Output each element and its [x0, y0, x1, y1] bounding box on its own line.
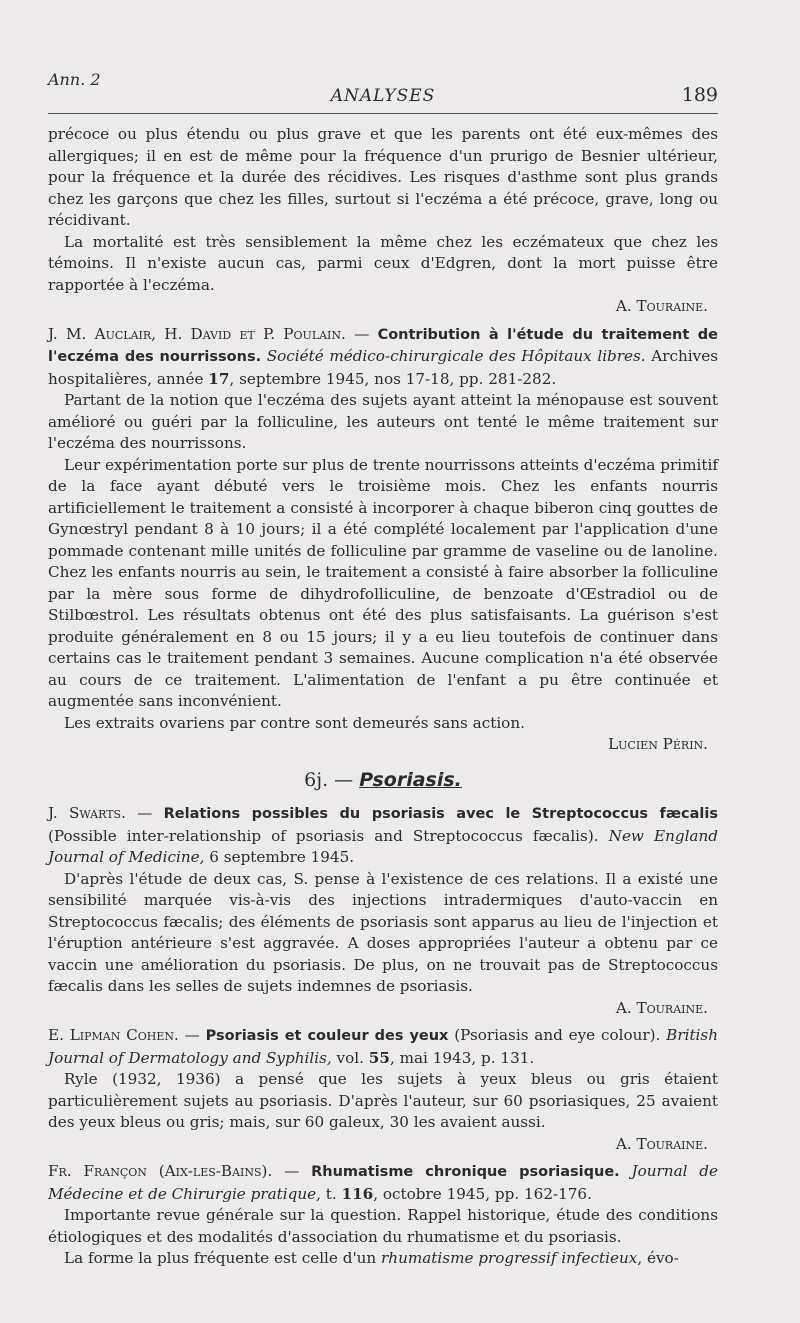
reference-authors: E. Lipman Cohen. —: [48, 1026, 200, 1044]
article-title: Relations possibles du psoriasis avec le Streptococcus fæcalis: [163, 806, 718, 822]
source-text: , septembre 1945, nos 17-18, pp. 281-282.: [229, 369, 557, 388]
reference-authors: J. Swarts. —: [48, 804, 153, 822]
journal-name: British Journal of Dermatology and Syphilis,: [48, 1026, 718, 1067]
header-annotation: Ann. 2: [48, 70, 101, 89]
running-header: [48, 70, 718, 110]
body-paragraph: Partant de la notion que l'eczéma des sujets ayant atteint la ménopause est souvent amélioré ou guéri par la folliculine, les auteurs ont tenté le même traitement sur l'eczéma des nourrissons.: [48, 391, 718, 452]
source-text: Archives hospitalières, année: [48, 347, 719, 388]
paragraph-text: La forme la plus fréquente est celle d'un: [64, 1249, 377, 1267]
section-title: Psoriasis.: [359, 768, 462, 791]
volume-number: 116: [341, 1184, 374, 1203]
journal-name: Journal de Médecine et de Chirurgie pratique,: [48, 1162, 718, 1203]
page-number: 189: [681, 84, 718, 106]
header-rule: [48, 113, 718, 114]
signature-touraine-2: A. Touraine.: [615, 998, 708, 1017]
body-paragraph: [48, 1248, 718, 1270]
source-text: vol.: [336, 1048, 364, 1067]
article-title: Psoriasis et couleur des yeux: [205, 1028, 449, 1044]
journal-name: Société médico-chirurgicale des Hôpitaux libres.: [266, 347, 646, 365]
section-number: 6j. —: [304, 768, 354, 791]
volume-number: 17: [208, 369, 230, 388]
source-text: t.: [325, 1184, 337, 1203]
paragraph-text: , évo-: [637, 1249, 679, 1267]
reference-swarts: [48, 803, 718, 869]
article-title: Rhumatisme chronique psoriasique.: [311, 1164, 620, 1180]
reference-francon: [48, 1161, 718, 1205]
body-paragraph: Importante revue générale sur la question. Rappel historique, étude des conditions étiologiques et des modalités d'association du rhumatisme et du psoriasis.: [48, 1206, 718, 1246]
reference-auclair: [48, 324, 718, 391]
body-paragraph: Leur expérimentation porte sur plus de trente nourrissons atteints d'eczéma primitif de la face ayant débuté vers le troisième mois. Chez les enfants nourris artificiellement le traitement a consisté à incorporer à chaque biberon cinq gouttes de Gynœstryl pendant 8 à 10 jours; il a été complété localement par l'application d'une pommade contenant mille unités de folliculine par gramme de vaseline ou de lanoline. Chez les enfants nourris au sein, le traitement a consisté à faire absorber la folliculine par la mère sous forme de dihydrofolliculine, de benzoate d'Œstradiol ou de Stilbœstrol. Les résultats obtenus ont été des plus satisfaisants. La guérison s'est produite généralement en 8 ou 15 jours; il y a eu lieu toutefois de continuer dans certains cas le traitement pendant 3 semaines. Aucune complication n'a été observée au cours de ce traitement. L'alimentation de l'enfant a pu être continuée et augmentée sans inconvénient.: [48, 455, 718, 710]
journal-name: New England Journal of Medicine,: [48, 826, 718, 866]
volume-number: 55: [368, 1048, 390, 1067]
source-text: , octobre 1945, pp. 162-176.: [373, 1184, 592, 1203]
body-paragraph: D'après l'étude de deux cas, S. pense à l'existence de ces relations. Il a existé une sensibilité marquée vis-à-vis des injections intradermiques d'auto-vaccin en Streptococcus fæcalis; des éléments de psoriasis sont apparus au lieu de l'injection et l'éruption antérieure s'est aggravée. A doses appropriées l'auteur a obtenu par ce vaccin une amélioration du psoriasis. De plus, on ne trouvait pas de Streptococcus fæcalis dans les selles de sujets indemnes de psoriasis.: [48, 869, 718, 995]
emphasized-text: rhumatisme progressif infectieux: [381, 1249, 638, 1267]
reference-cohen: [48, 1025, 718, 1069]
signature-touraine-3: A. Touraine.: [615, 1134, 708, 1153]
intro-paragraph-1: précoce ou plus étendu ou plus grave et que les parents ont été eux-mêmes des allergiques; il en est de même pour la fréquence d'un prurigo de Besnier ultérieur, pour la fréquence et la durée des récidives. Les risques d'asthme sont plus grands chez les garçons que chez les filles, surtout si l'eczéma a été précoce, grave, long ou récidivant.: [48, 125, 718, 229]
intro-paragraph-2: La mortalité est très sensiblement la même chez les eczémateux que chez les témoins. Il n'existe aucun cas, parmi ceux d'Edgren, dont la mort puisse être rapportée à l'eczéma.: [48, 232, 718, 294]
section-heading: [48, 770, 718, 792]
page-body: [48, 124, 718, 1270]
signature-touraine-1: A. Touraine.: [615, 297, 708, 315]
body-paragraph: Ryle (1932, 1936) a pensé que les sujets à yeux bleus ou gris étaient particulièrement sujets au psoriasis. D'après l'auteur, sur 60 psoriasiques, 25 avaient des yeux bleus ou gris; mais, sur 60 galeux, 30 les avaient aussi.: [48, 1070, 718, 1131]
signature-perin: Lucien Périn.: [608, 735, 708, 753]
article-subtitle: (Psoriasis and eye colour).: [454, 1026, 661, 1044]
source-date: 6 septembre 1945.: [209, 848, 355, 866]
reference-authors: Fr. Françon (Aix-les-Bains). —: [48, 1162, 300, 1180]
reference-authors: J. M. Auclair, H. David et P. Poulain. —: [48, 324, 370, 343]
article-title: Contribution à l'étude du traitement de l'eczéma des nourrissons.: [48, 326, 718, 365]
source-text: , mai 1943, p. 131.: [389, 1048, 535, 1067]
body-paragraph: Les extraits ovariens par contre sont demeurés sans action.: [64, 713, 525, 732]
header-title: ANALYSES: [330, 86, 436, 106]
article-subtitle: (Possible inter-relationship of psoriasis and Streptococcus fæcalis).: [48, 826, 599, 845]
